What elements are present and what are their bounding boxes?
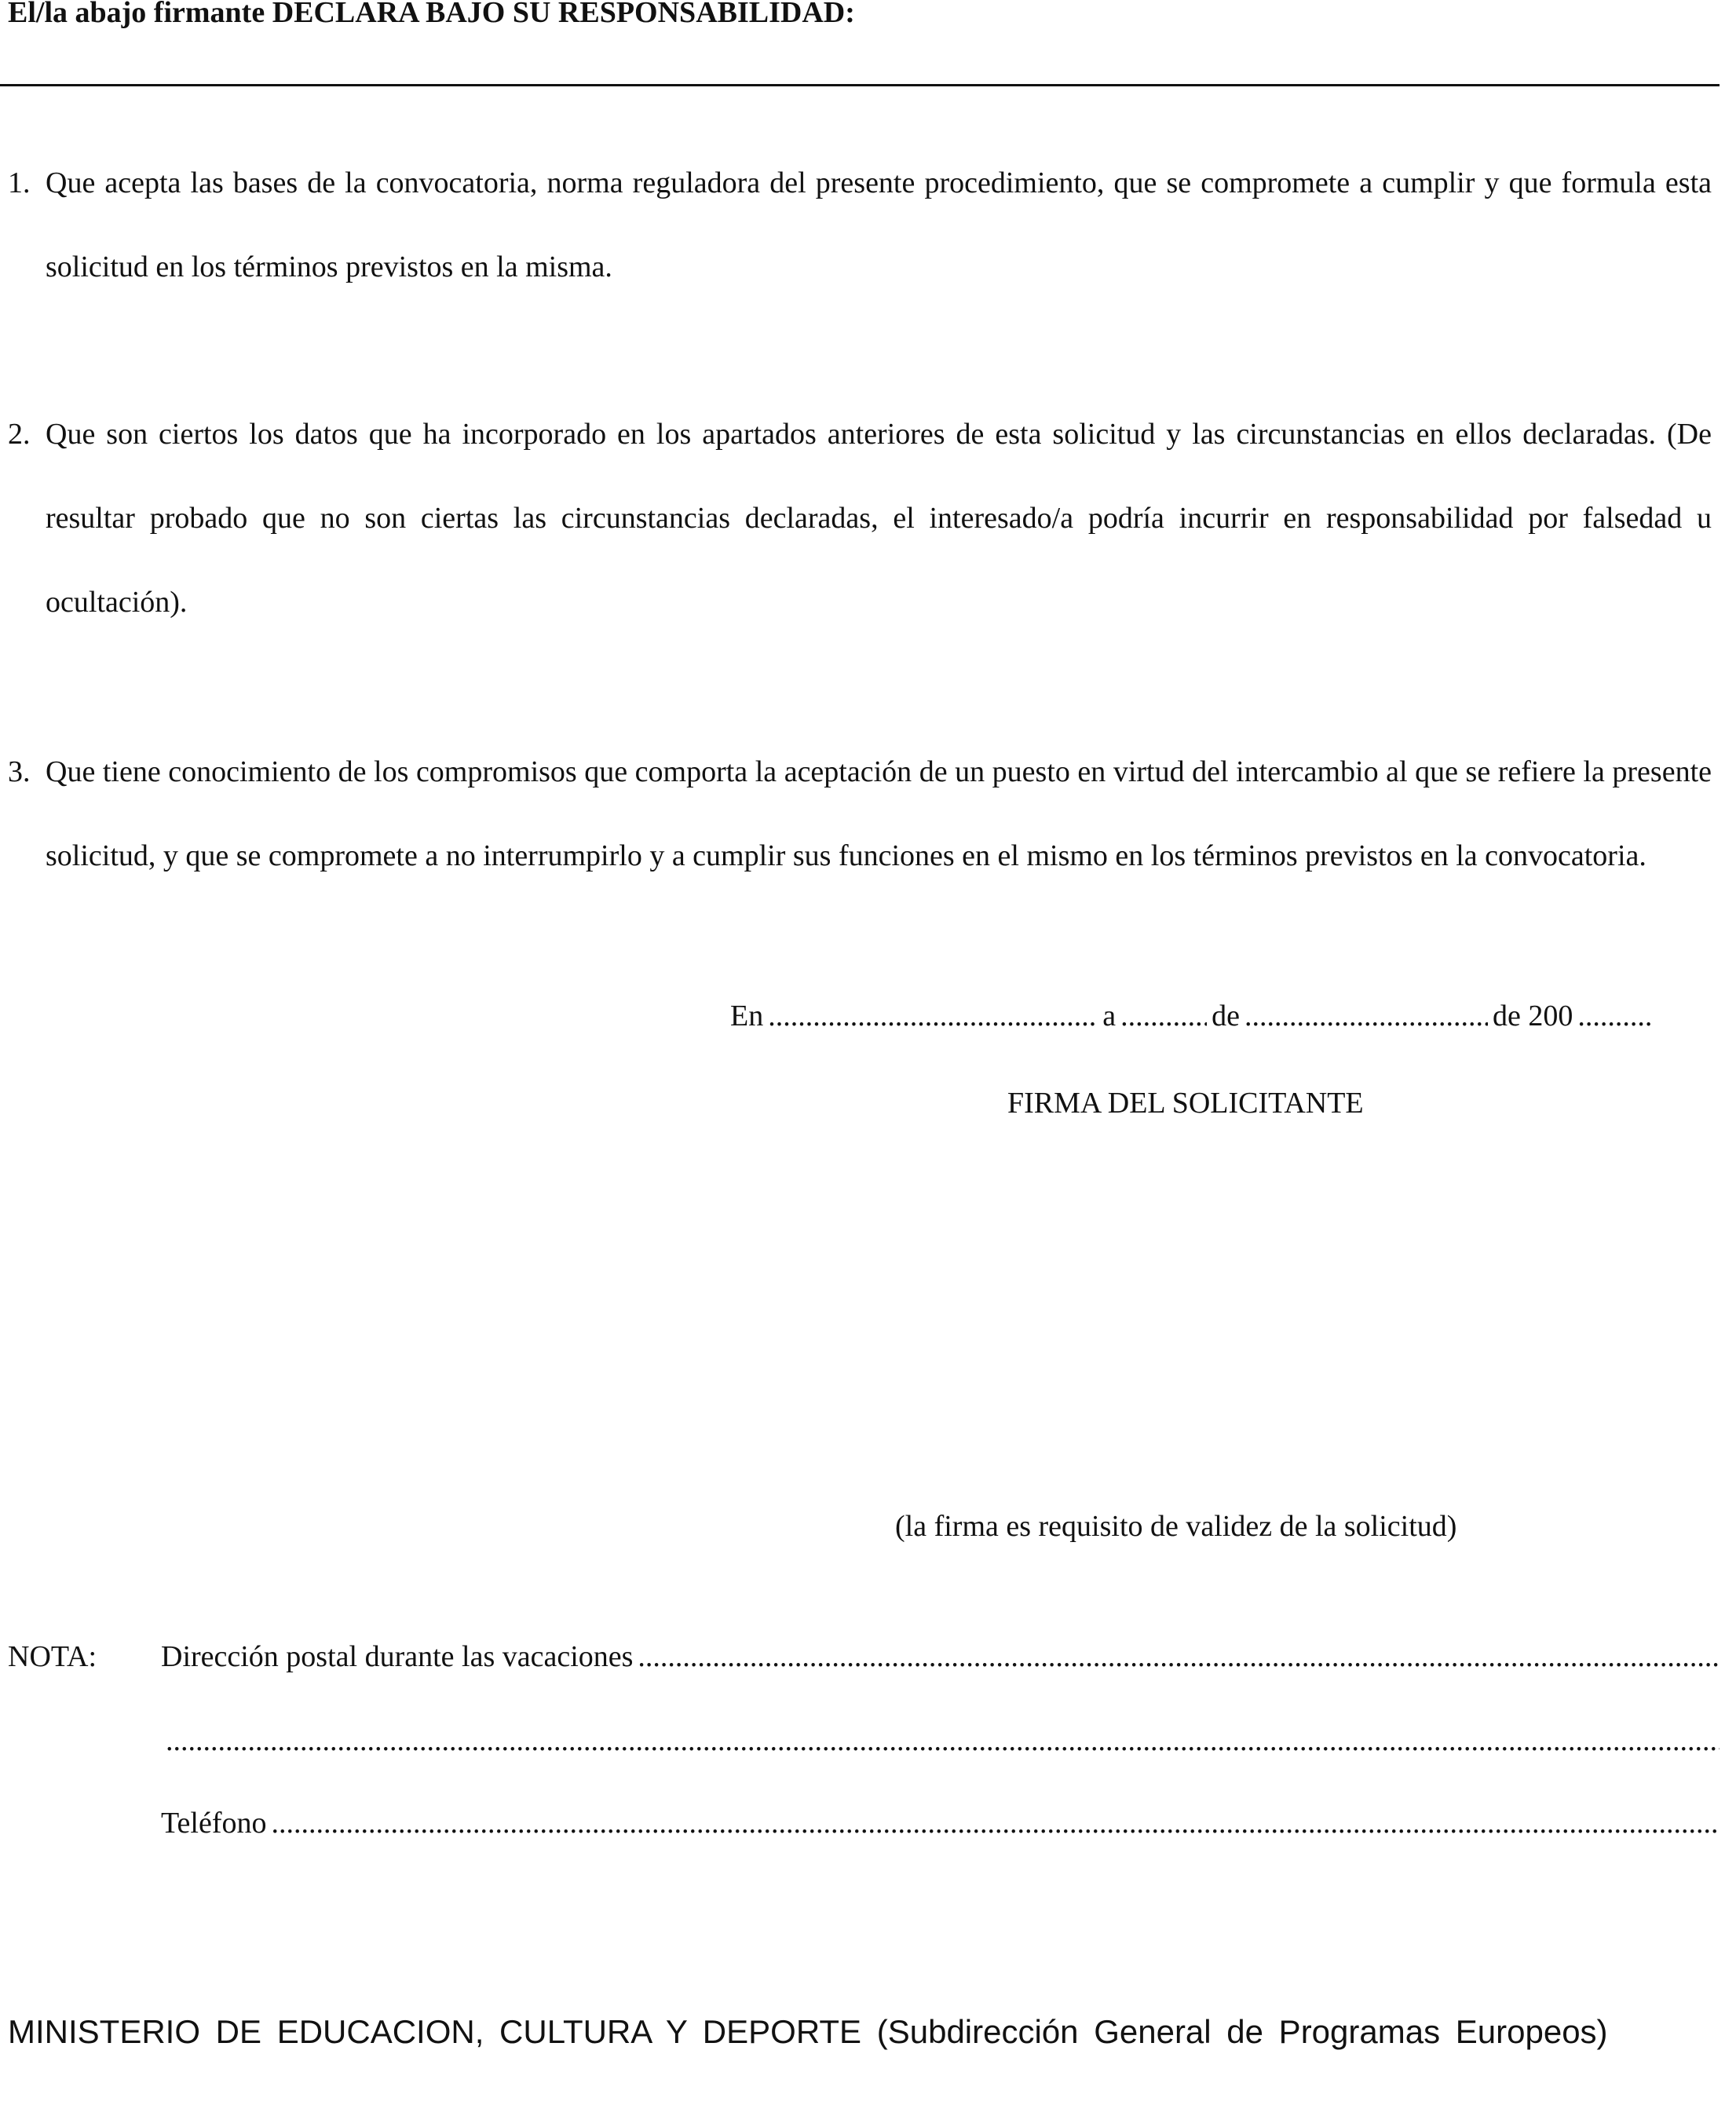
place-prefix: En — [730, 1000, 764, 1032]
ministry-footer: MINISTERIO DE EDUCACION, CULTURA Y DEPORTE (Subdirección General de Programas Europeos) — [8, 2013, 1608, 2050]
month-blank[interactable] — [1244, 999, 1488, 1033]
phone-field-line — [161, 1806, 1720, 1840]
phone-blank[interactable] — [272, 1806, 1720, 1840]
heading-rule — [0, 84, 1720, 86]
item-number: 3. — [8, 755, 31, 788]
item-number: 1. — [8, 166, 31, 199]
address-blank[interactable] — [638, 1639, 1720, 1674]
declaration-heading: El/la abajo firmante DECLARA BAJO SU RESPONSABILIDAD: — [8, 0, 855, 29]
signature-note: (la firma es requisito de validez de la solicitud) — [895, 1510, 1457, 1543]
declaration-item-1 — [8, 141, 1712, 309]
item-text: Que acepta las bases de la convocatoria, norma reguladora del presente procedimiento, que se compromete a cumplir y que formula esta solicitud en los términos previstos en la misma. — [46, 166, 1712, 283]
phone-label: Teléfono — [161, 1807, 267, 1840]
item-text: Que son ciertos los datos que ha incorporado en los apartados anteriores de esta solicitud y las circunstancias en ellos declaradas. (De resultar probado que no son ciertas las circunstancias declaradas, el interesado/a podría incurrir en responsabilidad por falsedad u ocultación). — [46, 418, 1712, 619]
address-field-line — [161, 1639, 1720, 1674]
declaration-item-3 — [8, 730, 1712, 898]
item-number: 2. — [8, 418, 31, 451]
nota-label: NOTA: — [8, 1640, 97, 1673]
signature-title: FIRMA DEL SOLICITANTE — [1007, 1087, 1364, 1120]
place-date-line — [730, 999, 1723, 1033]
day-prefix: a — [1102, 1000, 1117, 1032]
address-continuation-line — [161, 1723, 1720, 1758]
day-blank[interactable] — [1120, 999, 1207, 1033]
address-label: Dirección postal durante las vacaciones — [161, 1640, 634, 1673]
item-text: Que tiene conocimiento de los compromisos que comporta la aceptación de un puesto en virtud del intercambio al que se refiere la presente solicitud, y que se compromete a no interrumpirlo y a cumplir sus funciones en el mismo en los términos previstos en la convocatoria. — [46, 755, 1712, 872]
year-prefix: de 200 — [1492, 1000, 1573, 1032]
address-blank-2[interactable] — [166, 1723, 1720, 1758]
month-prefix: de — [1212, 1000, 1240, 1032]
place-blank[interactable] — [768, 999, 1098, 1033]
year-blank[interactable] — [1577, 999, 1652, 1033]
declaration-item-2 — [8, 393, 1712, 645]
